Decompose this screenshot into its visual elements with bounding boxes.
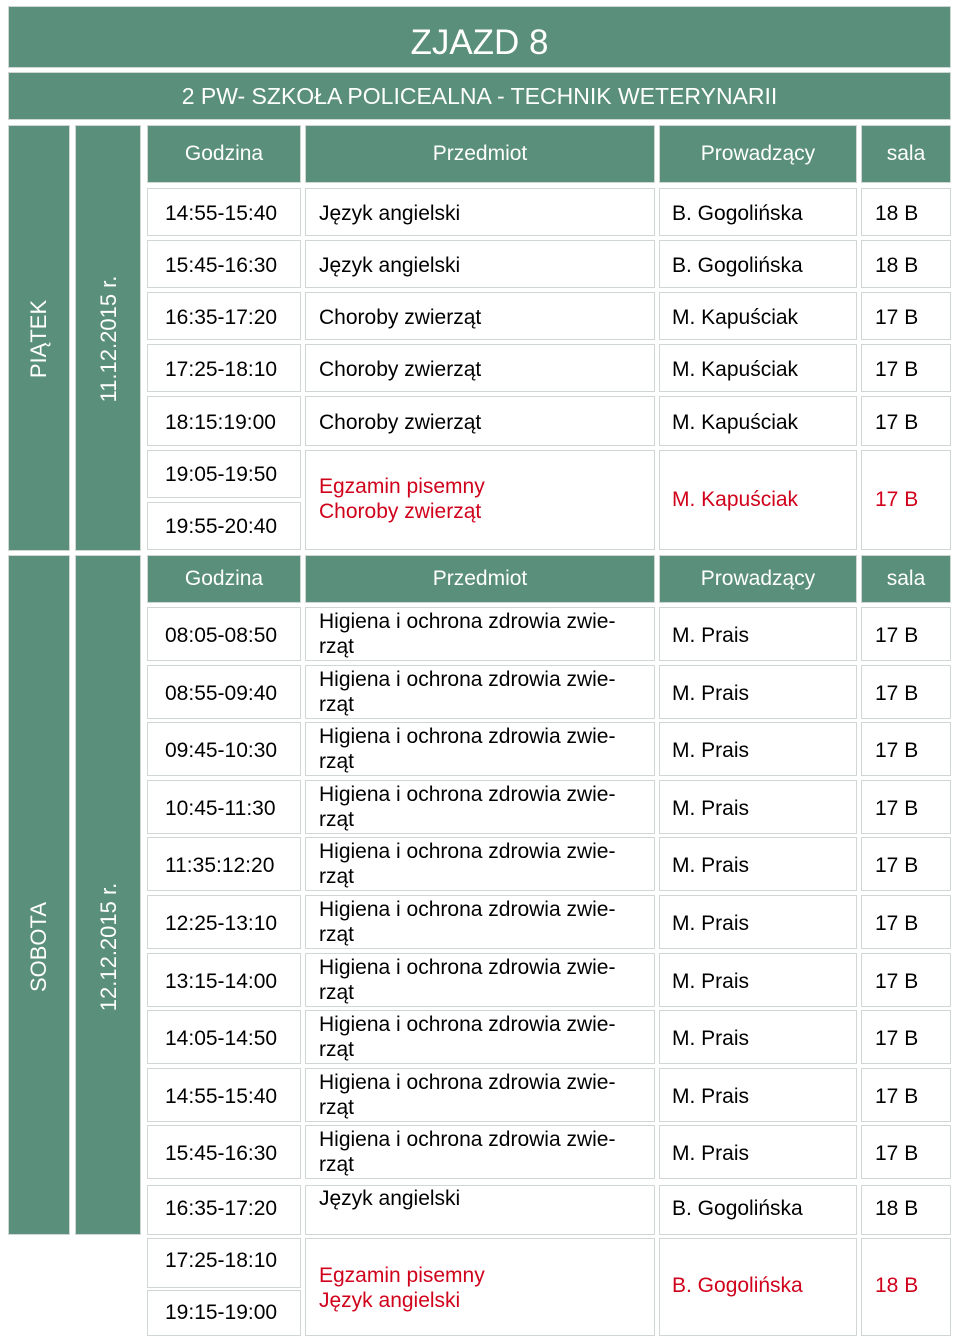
subject-cell: Choroby zwierząt [319,411,482,434]
subject-cell-line2: rząt [319,693,355,716]
time-cell: 17:25-18:10 [165,358,278,381]
teacher-cell: M. Prais [672,1142,750,1165]
teacher-cell: B. Gogolińska [672,254,803,277]
header-time-label: Godzina [184,142,264,165]
teacher-cell: M. Kapuściak [672,358,799,381]
time-cell: 08:55-09:40 [165,682,278,705]
exam-teacher: M. Kapuściak [672,488,799,511]
exam-subject: Język angielski [319,1289,461,1312]
exam-room: 18 B [875,1274,919,1297]
room-cell: 17 B [875,1142,919,1165]
room-cell: 17 B [875,854,919,877]
teacher-cell: B. Gogolińska [672,1197,803,1220]
subject-cell-line2: rząt [319,1038,355,1061]
header-subject-label: Przedmiot [432,567,528,590]
room-cell: 18 B [875,254,919,277]
teacher-cell: M. Kapuściak [672,411,799,434]
room-cell: 17 B [875,1085,919,1108]
room-cell: 18 B [875,1197,919,1220]
header-time [147,125,301,183]
teacher-cell: M. Prais [672,854,750,877]
time-cell: 18:15:19:00 [165,411,276,434]
teacher-cell: M. Prais [672,1027,750,1050]
time-cell: 15:45-16:30 [165,1142,278,1165]
room-cell: 17 B [875,306,919,329]
room-cell: 17 B [875,1027,919,1050]
exam-teacher: B. Gogolińska [672,1274,803,1297]
subject-cell-line1: Higiena i ochrona zdrowia zwie- [319,725,616,748]
header-time [147,555,301,603]
room-cell: 17 B [875,912,919,935]
room-cell: 17 B [875,739,919,762]
subject-cell-line2: rząt [319,981,355,1004]
subject-cell-line1: Higiena i ochrona zdrowia zwie- [319,783,616,806]
header-room-label: sala [886,142,926,165]
friday-date-label: 11.12.2015 r. [96,275,121,403]
subject-cell-line2: rząt [319,808,355,831]
time-cell: 14:05-14:50 [165,1027,278,1050]
teacher-cell: M. Prais [672,739,750,762]
subject-cell-line1: Higiena i ochrona zdrowia zwie- [319,840,616,863]
time-cell: 12:25-13:10 [165,912,278,935]
page-subtitle: 2 PW- SZKOŁA POLICEALNA - TECHNIK WETERYNARII [181,82,778,109]
page-title: ZJAZD 8 [410,23,549,62]
subject-cell: Język angielski [319,202,461,225]
saturday-day-bar [8,555,70,1235]
time-cell: 11:35:12:20 [165,854,275,877]
room-cell: 17 B [875,358,919,381]
friday-day-label: PIĄTEK [26,299,51,379]
header-teacher [659,555,857,603]
exam-subject: Choroby zwierząt [319,500,482,523]
time-cell: 10:45-11:30 [165,797,276,820]
exam-room: 17 B [875,488,919,511]
exam-time-end: 19:15-19:00 [165,1301,278,1324]
exam-label: Egzamin pisemny [319,475,485,498]
time-cell: 16:35-17:20 [165,1197,278,1220]
room-cell: 17 B [875,970,919,993]
exam-time-end: 19:55-20:40 [165,515,278,538]
subject-cell-line1: Higiena i ochrona zdrowia zwie- [319,1071,616,1094]
subject-cell-line1: Higiena i ochrona zdrowia zwie- [319,1013,616,1036]
teacher-cell: B. Gogolińska [672,202,803,225]
subject-cell-line1: Higiena i ochrona zdrowia zwie- [319,668,616,691]
subject-cell-line2: rząt [319,865,355,888]
subject-cell: Język angielski [319,254,461,277]
subject-cell-line2: rząt [319,1096,355,1119]
subject-cell-line2: rząt [319,635,355,658]
friday-date-bar [75,125,141,551]
room-cell: 17 B [875,797,919,820]
teacher-cell: M. Prais [672,682,750,705]
teacher-cell: M. Prais [672,797,750,820]
time-cell: 08:05-08:50 [165,624,278,647]
saturday-day-label: SOBOTA [26,901,51,993]
header-subject [305,555,655,603]
header-room-label: sala [886,567,926,590]
exam-time-start: 19:05-19:50 [165,463,278,486]
header-teacher [659,125,857,183]
subject-cell-line1: Higiena i ochrona zdrowia zwie- [319,898,616,921]
saturday-date-label: 12.12.2015 r. [96,882,121,1012]
exam-label: Egzamin pisemny [319,1264,485,1287]
header-time-label: Godzina [184,567,264,590]
teacher-cell: M. Prais [672,624,750,647]
subject-cell: Choroby zwierząt [319,306,482,329]
exam-time-start: 17:25-18:10 [165,1249,278,1272]
teacher-cell: M. Prais [672,912,750,935]
time-cell: 16:35-17:20 [165,306,278,329]
teacher-cell: M. Prais [672,970,750,993]
subject-cell-line1: Higiena i ochrona zdrowia zwie- [319,1128,616,1151]
subject-cell-line1: Higiena i ochrona zdrowia zwie- [319,610,616,633]
time-cell: 14:55-15:40 [165,202,278,225]
time-cell: 09:45-10:30 [165,739,278,762]
subject-cell-line2: rząt [319,923,355,946]
subtitle-bar [8,72,951,120]
time-cell: 15:45-16:30 [165,254,278,277]
saturday-date-bar [75,555,141,1235]
room-cell: 18 B [875,202,919,225]
room-cell: 17 B [875,624,919,647]
subject-cell-line2: rząt [319,750,355,773]
header-teacher-label: Prowadzący [700,567,816,590]
header-room [861,125,951,183]
teacher-cell: M. Prais [672,1085,750,1108]
subject-cell: Choroby zwierząt [319,358,482,381]
subject-cell: Język angielski [319,1187,461,1210]
title-bar [8,6,951,68]
friday-day-bar [8,125,70,551]
header-subject-label: Przedmiot [432,142,528,165]
room-cell: 17 B [875,411,919,434]
header-room [861,555,951,603]
subject-cell-line2: rząt [319,1153,355,1176]
time-cell: 14:55-15:40 [165,1085,278,1108]
room-cell: 17 B [875,682,919,705]
time-cell: 13:15-14:00 [165,970,278,993]
teacher-cell: M. Kapuściak [672,306,799,329]
header-subject [305,125,655,183]
subject-cell-line1: Higiena i ochrona zdrowia zwie- [319,956,616,979]
header-teacher-label: Prowadzący [700,142,816,165]
